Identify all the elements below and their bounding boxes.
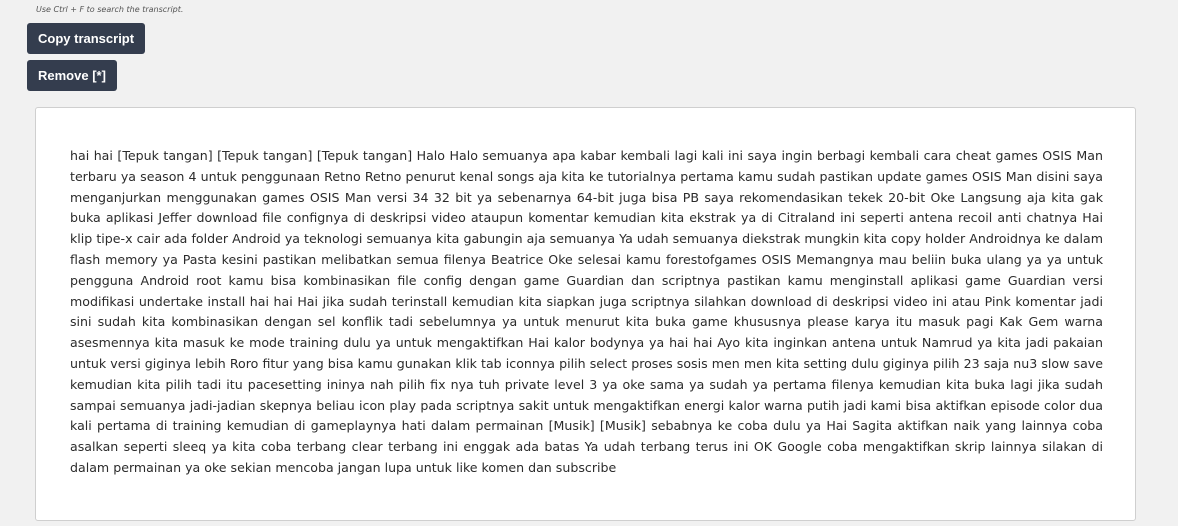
transcript-text: hai hai [Tepuk tangan] [Tepuk tangan] [Tepuk tangan] Halo Halo semuanya apa kabar kembali lagi kali ini saya ingin berbagi kembali cara cheat games OSIS Man terbaru ya season 4 untuk penggunaan Retno Retno penurut kenal songs aja kita ke tutorialnya pertama kamu sudah pastikan update games OSIS Man disini saya menganjurkan menggunakan games OSIS Man versi 34 32 bit ya sebenarnya 64-bit juga bisa PB saya rekomendasikan tekek 20-bit Oke Langsung aja kita gak buka aplikasi Jeffer download file confignya di deskripsi video ataupun komentar kemudian kita ekstrak ya di Citraland ini seperti antena recoil anti chatnya Hai klip tipe-x cair ada folder Android ya teknologi semuanya kita gabungin aja semuanya Ya udah semuanya diekstrak mungkin kita copy holder Androidnya ke dalam flash memory ya Pasta kesini pastikan melibatkan semua filenya Beatrice Oke selesai kamu forestofgames OSIS Memangnya mau beliin buka ulang ya ya untuk pengguna Android root kamu bisa kombinasikan file config dengan game Guardian dan scriptnya pastikan kamu menginstall aplikasi game Guardian versi modifikasi undertake install hai hai Hai jika sudah terinstall kemudian kita siapkan juga scriptnya silahkan download di deskripsi video ini atau Pink komentar jadi sini sudah kita kombinasikan dengan sel konflik tadi sebelumnya ya untuk menurut kita buka game khususnya please karya itu masuk pagi Kak Gem warna asesmennya kita masuk ke mode training dulu ya untuk mengaktifkan Hai kalor bodynya ya hai hai Ayo kita inginkan antena untuk Namrud ya kita jadi pakaian untuk versi giginya lebih Roro fitur yang bisa kamu gunakan klik tab iconnya pilih select proses sosis men men kita setting dulu giginya pilih 23 saja nu3 slow save kemudian kita pilih tadi itu pacesetting ininya nah pilih fix nya tuh private level 3 ya oke sama ya sudah ya pertama filenya kemudian kita buka lagi jika sudah sampai semuanya jadi-jadian skepnya beliau icon play pada scriptnya sakit untuk mengaktifkan energi kalor warna putih jadi kami bisa aktifkan episode color dua kali pertama di training kemudian di gameplaynya hati dalam permainan [Musik] [Musik] sebabnya ke coba dulu ya Hai Sagita aktifkan naik yang lainnya coba asalkan seperti sleeq ya kita coba terbang clear terbang ini enggak ada batas Ya udah terbang terus ini OK Google coba mengaktifkan skrip lainnya silakan di dalam permainan ya oke sekian mencoba jangan lupa untuk like komen dan subscribe	[70, 148, 1103, 475]
remove-tags-button[interactable]: Remove [*]	[27, 60, 117, 91]
transcript-box[interactable]	[35, 107, 1136, 521]
search-hint: Use Ctrl + F to search the transcript.	[36, 5, 184, 14]
copy-transcript-button[interactable]: Copy transcript	[27, 23, 145, 54]
